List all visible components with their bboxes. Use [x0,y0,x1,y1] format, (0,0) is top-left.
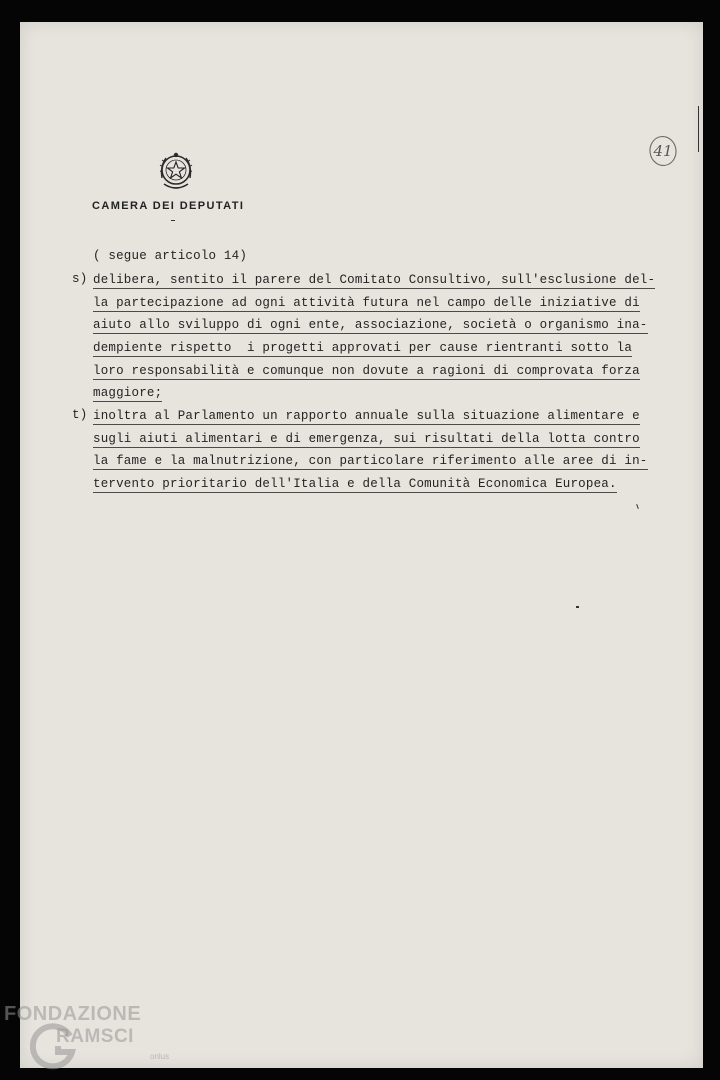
item-t-line-3: la fame e la malnutrizione, con particolare riferimento alle aree di in- [93,454,648,468]
fondazione-gramsci-watermark [4,1000,184,1075]
italian-republic-emblem-icon [156,150,196,194]
item-s-line-4: dempiente rispetto i progetti approvati per cause rientranti sotto la [93,341,633,355]
document-page [20,22,703,1068]
section-heading: ( segue articolo 14) [93,249,248,263]
item-marker-t: t) [72,408,88,422]
item-marker-s: s) [72,272,88,286]
watermark-line-2: RAMSCI [56,1026,134,1047]
watermark-suffix: onlus [150,1052,170,1061]
margin-mark [698,106,699,152]
page-number-stamp [648,135,678,167]
item-t-line-1: inoltra al Parlamento un rapporto annuale sulla situazione alimentare e [93,409,640,423]
item-s-line-1: delibera, sentito il parere del Comitato Consultivo, sull'esclusione del- [93,273,656,287]
page-number: 41 [653,142,673,160]
item-s-line-3: aiuto allo sviluppo di ogni ente, associazione, società o organismo ina- [93,318,648,332]
item-s-line-5: loro responsabilità e comunque non dovute a ragioni di comprovata forza [93,364,640,378]
item-s-line-6: maggiore; [93,386,163,400]
paper-speck [636,504,639,509]
watermark-line-1: FONDAZIONE [4,1003,142,1025]
item-s-line-2: la partecipazione ad ogni attività futura nel campo delle iniziative di [93,296,640,310]
institution-name: CAMERA DEI DEPUTATI [92,200,245,212]
divider [171,220,175,221]
item-t-line-2: sugli aiuti alimentari e di emergenza, sui risultati della lotta contro [93,432,640,446]
item-t-line-4: tervento prioritario dell'Italia e della Comunità Economica Europea. [93,477,617,491]
paper-speck [576,606,579,608]
